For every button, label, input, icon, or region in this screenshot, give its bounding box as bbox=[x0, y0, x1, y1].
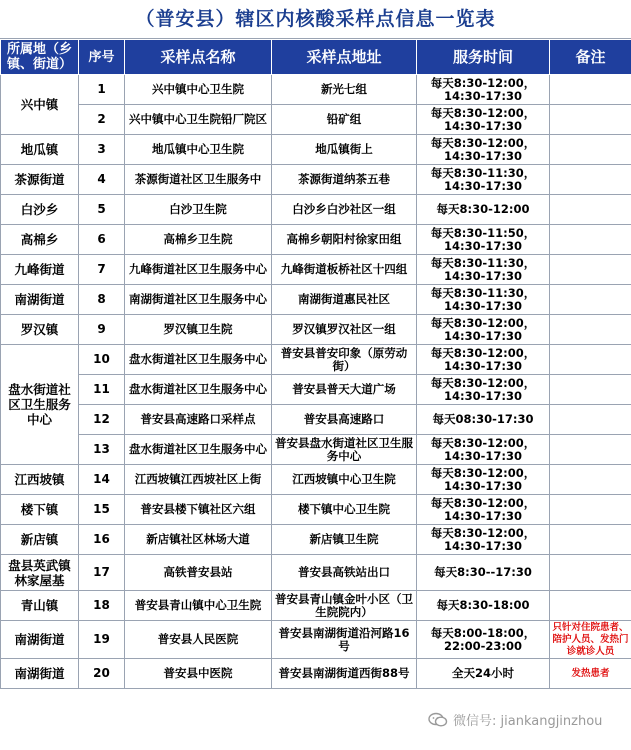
table-row bbox=[1, 405, 631, 435]
notes-cell bbox=[550, 465, 631, 495]
table-row bbox=[1, 135, 631, 165]
district-cell: 江西坡镇 bbox=[1, 465, 79, 495]
number-cell: 16 bbox=[79, 525, 125, 555]
table-row bbox=[1, 195, 631, 225]
table-row bbox=[1, 315, 631, 345]
site-address-cell: 楼下镇中心卫生院 bbox=[272, 495, 417, 525]
notes-cell bbox=[550, 555, 631, 591]
site-address-cell: 普安县青山镇金叶小区（卫生院院内） bbox=[272, 591, 417, 621]
service-hours-cell: 每天8:30-11:30， 14:30-17:30 bbox=[417, 255, 550, 285]
table-row bbox=[1, 465, 631, 495]
notes-cell bbox=[550, 375, 631, 405]
service-hours-cell: 每天08:30-17:30 bbox=[417, 405, 550, 435]
site-name-cell: 兴中镇中心卫生院 bbox=[125, 75, 272, 105]
number-cell: 17 bbox=[79, 555, 125, 591]
district-cell: 盘县英武镇林家屋基 bbox=[1, 555, 79, 591]
site-name-cell: 南湖街道社区卫生服务中心 bbox=[125, 285, 272, 315]
header-service-hours: 服务时间 bbox=[417, 40, 550, 75]
header-row bbox=[1, 40, 631, 75]
number-cell: 7 bbox=[79, 255, 125, 285]
number-cell: 14 bbox=[79, 465, 125, 495]
district-cell: 高棉乡 bbox=[1, 225, 79, 255]
site-name-cell: 新店镇社区林场大道 bbox=[125, 525, 272, 555]
sampling-site-table bbox=[0, 39, 631, 689]
district-cell: 兴中镇 bbox=[1, 75, 79, 135]
notes-cell bbox=[550, 285, 631, 315]
district-cell: 茶源街道 bbox=[1, 165, 79, 195]
site-name-cell: 盘水街道社区卫生服务中心 bbox=[125, 375, 272, 405]
service-hours-cell: 每天8:30-12:00， 14:30-17:30 bbox=[417, 135, 550, 165]
site-address-cell: 普安县高铁站出口 bbox=[272, 555, 417, 591]
number-cell: 18 bbox=[79, 591, 125, 621]
notes-cell bbox=[550, 495, 631, 525]
site-address-cell: 南湖街道惠民社区 bbox=[272, 285, 417, 315]
district-cell: 南湖街道 bbox=[1, 621, 79, 659]
district-cell: 九峰街道 bbox=[1, 255, 79, 285]
service-hours-cell: 每天8:30-12:00， 14:30-17:30 bbox=[417, 495, 550, 525]
site-name-cell: 高棉乡卫生院 bbox=[125, 225, 272, 255]
number-cell: 19 bbox=[79, 621, 125, 659]
notes-cell bbox=[550, 591, 631, 621]
number-cell: 5 bbox=[79, 195, 125, 225]
site-name-cell: 地瓜镇中心卫生院 bbox=[125, 135, 272, 165]
service-hours-cell: 每天8:30-12:00， 14:30-17:30 bbox=[417, 315, 550, 345]
number-cell: 15 bbox=[79, 495, 125, 525]
site-address-cell: 普安县南湖街道西街88号 bbox=[272, 659, 417, 689]
site-name-cell: 高铁普安县站 bbox=[125, 555, 272, 591]
district-cell: 南湖街道 bbox=[1, 659, 79, 689]
site-name-cell: 茶源街道社区卫生服务中 bbox=[125, 165, 272, 195]
site-name-cell: 兴中镇中心卫生院铅厂院区 bbox=[125, 105, 272, 135]
service-hours-cell: 每天8:30-12:00， 14:30-17:30 bbox=[417, 375, 550, 405]
number-cell: 2 bbox=[79, 105, 125, 135]
service-hours-cell: 全天24小时 bbox=[417, 659, 550, 689]
table-row bbox=[1, 255, 631, 285]
header-site-name: 采样点名称 bbox=[125, 40, 272, 75]
service-hours-cell: 每天8:30-12:00， 14:30-17:30 bbox=[417, 525, 550, 555]
header-notes: 备注 bbox=[550, 40, 631, 75]
watermark-text: 微信号: jiankangjinzhou bbox=[453, 714, 603, 729]
site-address-cell: 地瓜镇街上 bbox=[272, 135, 417, 165]
site-name-cell: 江西坡镇江西坡社区上街 bbox=[125, 465, 272, 495]
site-address-cell: 普安县南湖街道沿河路16号 bbox=[272, 621, 417, 659]
district-cell: 新店镇 bbox=[1, 525, 79, 555]
page-title: （普安县）辖区内核酸采样点信息一览表 bbox=[0, 0, 631, 39]
number-cell: 3 bbox=[79, 135, 125, 165]
wechat-icon bbox=[428, 712, 448, 728]
service-hours-cell: 每天8:30-11:30， 14:30-17:30 bbox=[417, 285, 550, 315]
number-cell: 10 bbox=[79, 345, 125, 375]
wechat-watermark bbox=[428, 710, 602, 729]
number-cell: 12 bbox=[79, 405, 125, 435]
site-name-cell: 普安县高速路口采样点 bbox=[125, 405, 272, 435]
service-hours-cell: 每天8:30-12:00， 14:30-17:30 bbox=[417, 105, 550, 135]
site-name-cell: 罗汉镇卫生院 bbox=[125, 315, 272, 345]
number-cell: 8 bbox=[79, 285, 125, 315]
notes-cell bbox=[550, 345, 631, 375]
number-cell: 20 bbox=[79, 659, 125, 689]
notes-cell bbox=[550, 135, 631, 165]
notes-cell bbox=[550, 255, 631, 285]
header-site-address: 采样点地址 bbox=[272, 40, 417, 75]
table-row bbox=[1, 525, 631, 555]
site-name-cell: 九峰街道社区卫生服务中心 bbox=[125, 255, 272, 285]
notes-cell bbox=[550, 105, 631, 135]
notes-cell bbox=[550, 405, 631, 435]
site-name-cell: 普安县中医院 bbox=[125, 659, 272, 689]
notes-cell: 发热患者 bbox=[550, 659, 631, 689]
table-row bbox=[1, 375, 631, 405]
header-number: 序号 bbox=[79, 40, 125, 75]
site-name-cell: 盘水街道社区卫生服务中心 bbox=[125, 435, 272, 465]
site-address-cell: 普安县盘水街道社区卫生服务中心 bbox=[272, 435, 417, 465]
notes-cell bbox=[550, 165, 631, 195]
table-row bbox=[1, 105, 631, 135]
table-row bbox=[1, 435, 631, 465]
notes-cell bbox=[550, 315, 631, 345]
district-cell: 罗汉镇 bbox=[1, 315, 79, 345]
site-name-cell: 白沙卫生院 bbox=[125, 195, 272, 225]
service-hours-cell: 每天8:30-12:00， 14:30-17:30 bbox=[417, 435, 550, 465]
table-row bbox=[1, 621, 631, 659]
service-hours-cell: 每天8:30-11:30， 14:30-17:30 bbox=[417, 165, 550, 195]
service-hours-cell: 每天8:30--17:30 bbox=[417, 555, 550, 591]
district-cell: 地瓜镇 bbox=[1, 135, 79, 165]
table-row bbox=[1, 495, 631, 525]
service-hours-cell: 每天8:30-12:00， 14:30-17:30 bbox=[417, 345, 550, 375]
site-address-cell: 铅矿组 bbox=[272, 105, 417, 135]
number-cell: 1 bbox=[79, 75, 125, 105]
site-name-cell: 普安县青山镇中心卫生院 bbox=[125, 591, 272, 621]
number-cell: 9 bbox=[79, 315, 125, 345]
number-cell: 13 bbox=[79, 435, 125, 465]
notes-cell: 只针对住院患者、陪护人员、发热门诊就诊人员 bbox=[550, 621, 631, 659]
service-hours-cell: 每天8:30-12:00， 14:30-17:30 bbox=[417, 465, 550, 495]
notes-cell bbox=[550, 525, 631, 555]
notes-cell bbox=[550, 225, 631, 255]
site-name-cell: 盘水街道社区卫生服务中心 bbox=[125, 345, 272, 375]
table-row bbox=[1, 591, 631, 621]
table-row bbox=[1, 75, 631, 105]
number-cell: 4 bbox=[79, 165, 125, 195]
service-hours-cell: 每天8:30-12:00， 14:30-17:30 bbox=[417, 75, 550, 105]
service-hours-cell: 每天8:30-12:00 bbox=[417, 195, 550, 225]
site-address-cell: 高棉乡朝阳村徐家田组 bbox=[272, 225, 417, 255]
district-cell: 青山镇 bbox=[1, 591, 79, 621]
site-address-cell: 白沙乡白沙社区一组 bbox=[272, 195, 417, 225]
site-address-cell: 江西坡镇中心卫生院 bbox=[272, 465, 417, 495]
header-district: 所属地（乡镇、街道） bbox=[1, 40, 79, 75]
district-cell: 楼下镇 bbox=[1, 495, 79, 525]
table-row bbox=[1, 345, 631, 375]
site-address-cell: 普安县普天大道广场 bbox=[272, 375, 417, 405]
table-row bbox=[1, 555, 631, 591]
service-hours-cell: 每天8:30-18:00 bbox=[417, 591, 550, 621]
service-hours-cell: 每天8:30-11:50， 14:30-17:30 bbox=[417, 225, 550, 255]
district-cell: 白沙乡 bbox=[1, 195, 79, 225]
table-row bbox=[1, 165, 631, 195]
district-cell: 盘水街道社区卫生服务中心 bbox=[1, 345, 79, 465]
notes-cell bbox=[550, 75, 631, 105]
number-cell: 6 bbox=[79, 225, 125, 255]
site-address-cell: 罗汉镇罗汉社区一组 bbox=[272, 315, 417, 345]
notes-cell bbox=[550, 195, 631, 225]
site-name-cell: 普安县人民医院 bbox=[125, 621, 272, 659]
site-address-cell: 普安县普安印象（原劳动街） bbox=[272, 345, 417, 375]
table-row bbox=[1, 225, 631, 255]
number-cell: 11 bbox=[79, 375, 125, 405]
table-row bbox=[1, 285, 631, 315]
site-address-cell: 新店镇卫生院 bbox=[272, 525, 417, 555]
site-name-cell: 普安县楼下镇社区六组 bbox=[125, 495, 272, 525]
notes-cell bbox=[550, 435, 631, 465]
site-address-cell: 九峰街道板桥社区十四组 bbox=[272, 255, 417, 285]
site-address-cell: 新光七组 bbox=[272, 75, 417, 105]
table-row bbox=[1, 659, 631, 689]
site-address-cell: 普安县高速路口 bbox=[272, 405, 417, 435]
service-hours-cell: 每天8:00-18:00， 22:00-23:00 bbox=[417, 621, 550, 659]
site-address-cell: 茶源街道纳茶五巷 bbox=[272, 165, 417, 195]
district-cell: 南湖街道 bbox=[1, 285, 79, 315]
